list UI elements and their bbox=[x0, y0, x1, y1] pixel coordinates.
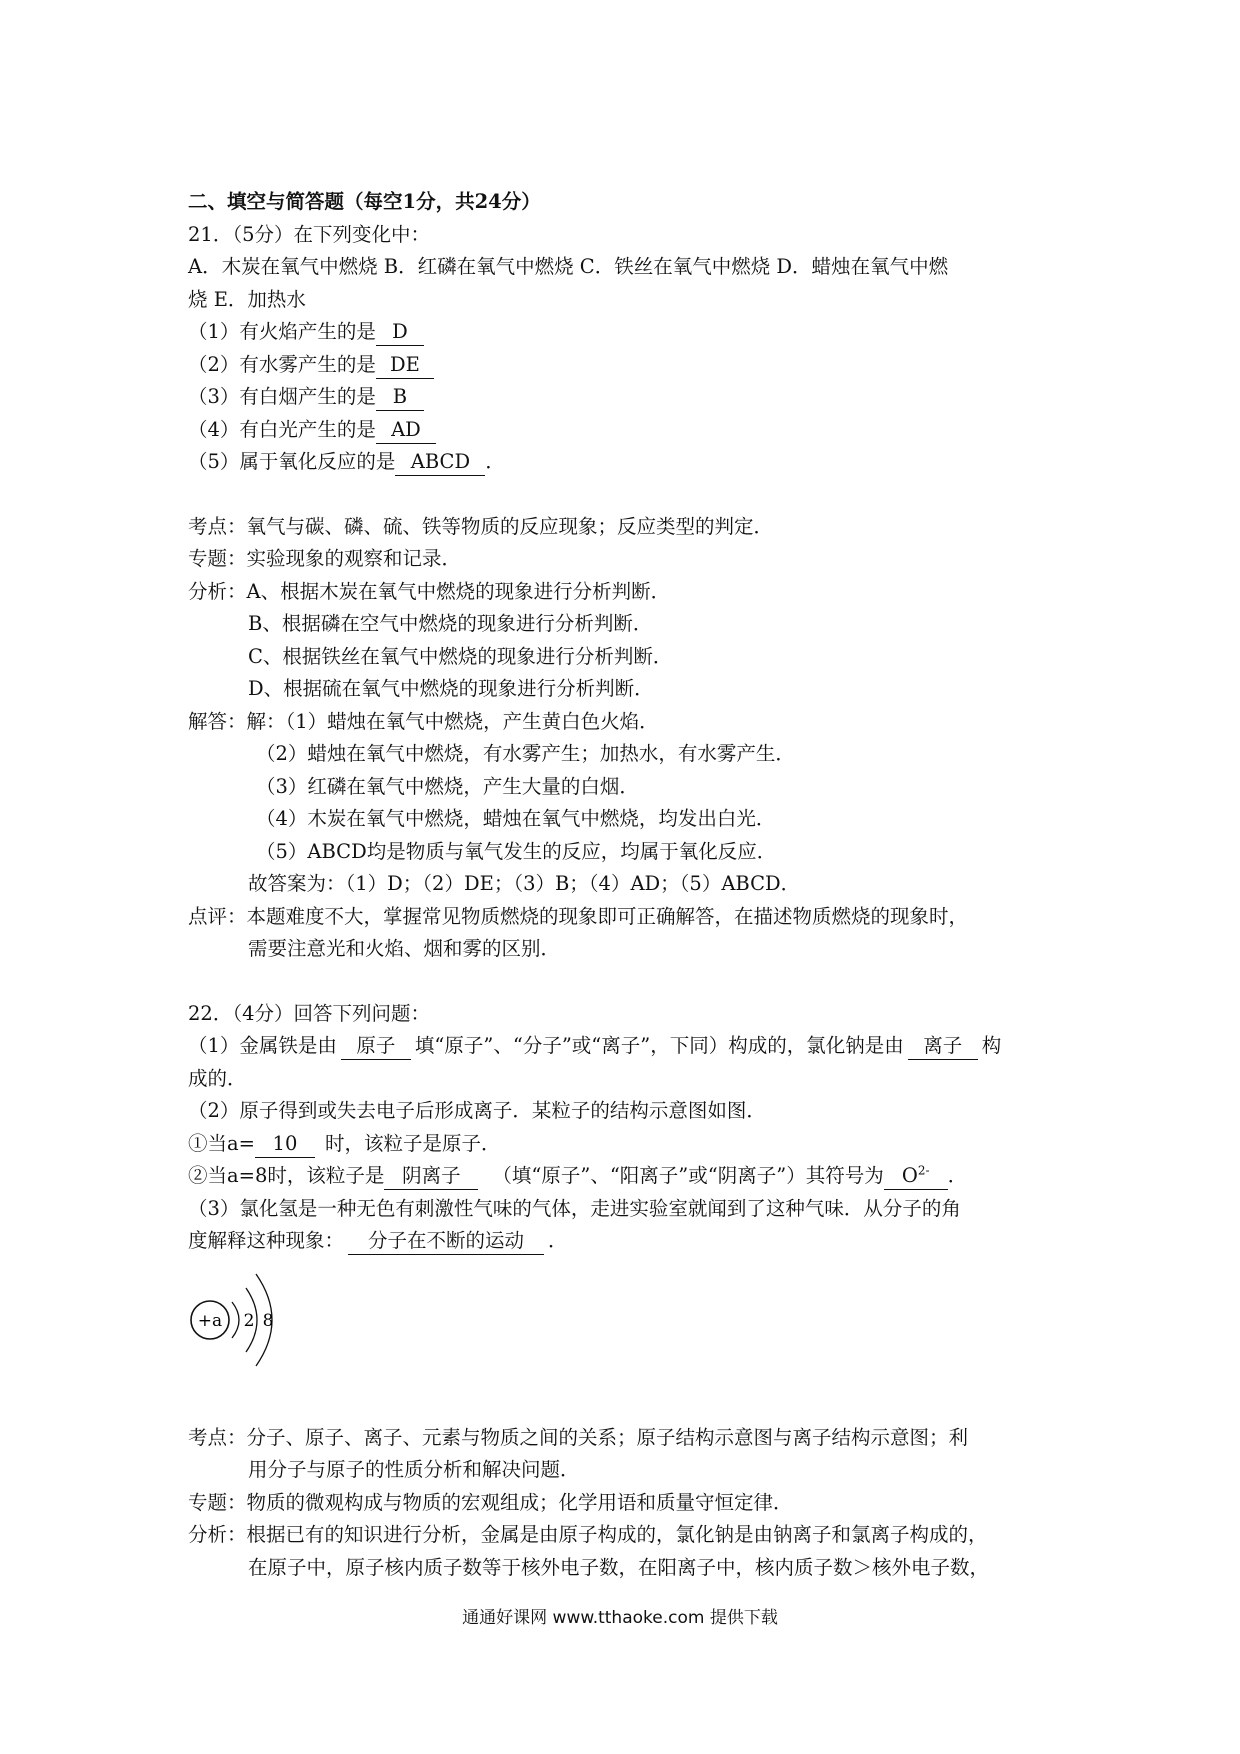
q22-part3-cont: 度解释这种现象： 分子在不断的运动 ． bbox=[188, 1225, 1068, 1258]
q21-answer-line: 故答案为：（1）D；（2）DE；（3）B；（4）AD；（5）ABCD． bbox=[248, 872, 801, 895]
q21-item: （1）有火焰产生的是 D bbox=[188, 316, 1068, 349]
nucleus-label: +a bbox=[197, 1310, 223, 1331]
q21-zhuanti: 专题：实验现象的观察和记录． bbox=[188, 547, 462, 570]
q21-stem: 21．（5分）在下列变化中： bbox=[188, 222, 430, 246]
shell-2-electrons: 8 bbox=[262, 1310, 274, 1331]
q21-kaodian: 考点：氧气与碳、磷、硫、铁等物质的反应现象；反应类型的判定． bbox=[188, 514, 774, 538]
q22-part2-1: ①当a= 10 时，该粒子是原子． bbox=[188, 1128, 1068, 1161]
q21-fenxi: 分析：A、根据木炭在氧气中燃烧的现象进行分析判断． bbox=[188, 579, 671, 603]
q22-zhuanti: 专题：物质的微观构成与物质的宏观组成；化学用语和质量守恒定律． bbox=[188, 1490, 793, 1514]
section-title: 二、填空与简答题（每空1分，共24分） bbox=[188, 190, 541, 213]
answer-blank: 分子在不断的运动 bbox=[348, 1228, 544, 1255]
q21-jieda-line: （3）红磷在氧气中燃烧，产生大量的白烟． bbox=[256, 774, 639, 798]
q22-part2: （2）原子得到或失去电子后形成离子．某粒子的结构示意图如图． bbox=[188, 1099, 766, 1122]
q22-fenxi-cont: 在原子中，原子核内质子数等于核外电子数，在阳离子中，核内质子数＞核外电子数， bbox=[248, 1555, 990, 1579]
q22-fenxi: 分析：根据已有的知识进行分析，金属是由原子构成的，氯化钠是由钠离子和氯离子构成的， bbox=[188, 1523, 988, 1546]
answer-blank: 离子 bbox=[908, 1033, 978, 1060]
q21-dianping-line: 需要注意光和火焰、烟和雾的区别． bbox=[248, 937, 561, 960]
page-footer: 通通好课网 www.tthaoke.com 提供下载 bbox=[462, 1608, 778, 1628]
q21-jieda-line: （2）蜡烛在氧气中燃烧，有水雾产生；加热水，有水雾产生． bbox=[256, 742, 795, 765]
q21-item: （4）有白光产生的是 AD bbox=[188, 414, 1068, 447]
answer-blank: 10 bbox=[255, 1131, 315, 1158]
q22-kaodian-cont: 用分子与原子的性质分析和解决问题． bbox=[248, 1458, 580, 1481]
q21-dianping: 点评：本题难度不大，掌握常见物质燃烧的现象即可正确解答，在描述物质燃烧的现象时， bbox=[188, 904, 969, 928]
q21-options-line1: A．木炭在氧气中燃烧 B．红磷在氧气中燃烧 C．铁丝在氧气中燃烧 D．蜡烛在氧气中燃 bbox=[188, 255, 949, 278]
q21-jieda-line: （4）木炭在氧气中燃烧，蜡烛在氧气中燃烧，均发出白光． bbox=[256, 807, 776, 830]
shell-arc-1 bbox=[232, 1302, 239, 1338]
q21-item: （5）属于氧化反应的是 ABCD ． bbox=[188, 446, 1068, 479]
q21-jieda: 解答：解：（1）蜡烛在氧气中燃烧，产生黄白色火焰． bbox=[188, 709, 659, 733]
ion-structure-diagram bbox=[188, 1262, 1068, 1380]
answer-blank: DE bbox=[376, 352, 434, 379]
shell-1-electrons: 2 bbox=[243, 1310, 255, 1331]
q22-part1-cont: 成的． bbox=[188, 1066, 247, 1090]
q22-part2-2: ②当a=8时，该粒子是 阴离子 （填“原子”、“阳离子”或“阴离子”）其符号为 $O^{2-}$ ． bbox=[188, 1160, 1068, 1193]
q21-item: （3）有白烟产生的是 B bbox=[188, 381, 1068, 414]
q21-item: （2）有水雾产生的是 DE bbox=[188, 349, 1068, 382]
q22-stem: 22．（4分）回答下列问题： bbox=[188, 1001, 430, 1025]
answer-blank-symbol: $O^{2-}$ bbox=[884, 1163, 948, 1190]
q21-fenxi-line: D、根据硫在氧气中燃烧的现象进行分析判断． bbox=[248, 677, 654, 700]
answer-blank: ABCD bbox=[395, 449, 485, 476]
q21-options-line2: 烧 E．加热水 bbox=[188, 287, 306, 311]
answer-blank: B bbox=[376, 384, 424, 411]
answer-blank: 阴离子 bbox=[384, 1163, 478, 1190]
answer-blank: AD bbox=[376, 417, 436, 444]
q21-fenxi-line: C、根据铁丝在氧气中燃烧的现象进行分析判断． bbox=[248, 644, 673, 668]
q22-kaodian: 考点：分子、原子、离子、元素与物质之间的关系；原子结构示意图与离子结构示意图；利 bbox=[188, 1425, 969, 1449]
q22-part1: （1）金属铁是由 原子 填“原子”、“分子”或“离子”，下同）构成的，氯化钠是由 离子 构 bbox=[188, 1030, 1068, 1063]
q22-part3: （3）氯化氢是一种无色有刺激性气味的气体，走进实验室就闻到了这种气味．从分子的角 bbox=[188, 1196, 961, 1220]
answer-blank: 原子 bbox=[341, 1033, 411, 1060]
q21-jieda-line: （5）ABCD均是物质与氧气发生的反应，均属于氧化反应． bbox=[256, 839, 777, 863]
electron-shell-diagram bbox=[188, 1262, 308, 1380]
document-page bbox=[188, 186, 1068, 1584]
q21-fenxi-line: B、根据磷在空气中燃烧的现象进行分析判断． bbox=[248, 612, 653, 635]
answer-blank: D bbox=[376, 319, 424, 346]
